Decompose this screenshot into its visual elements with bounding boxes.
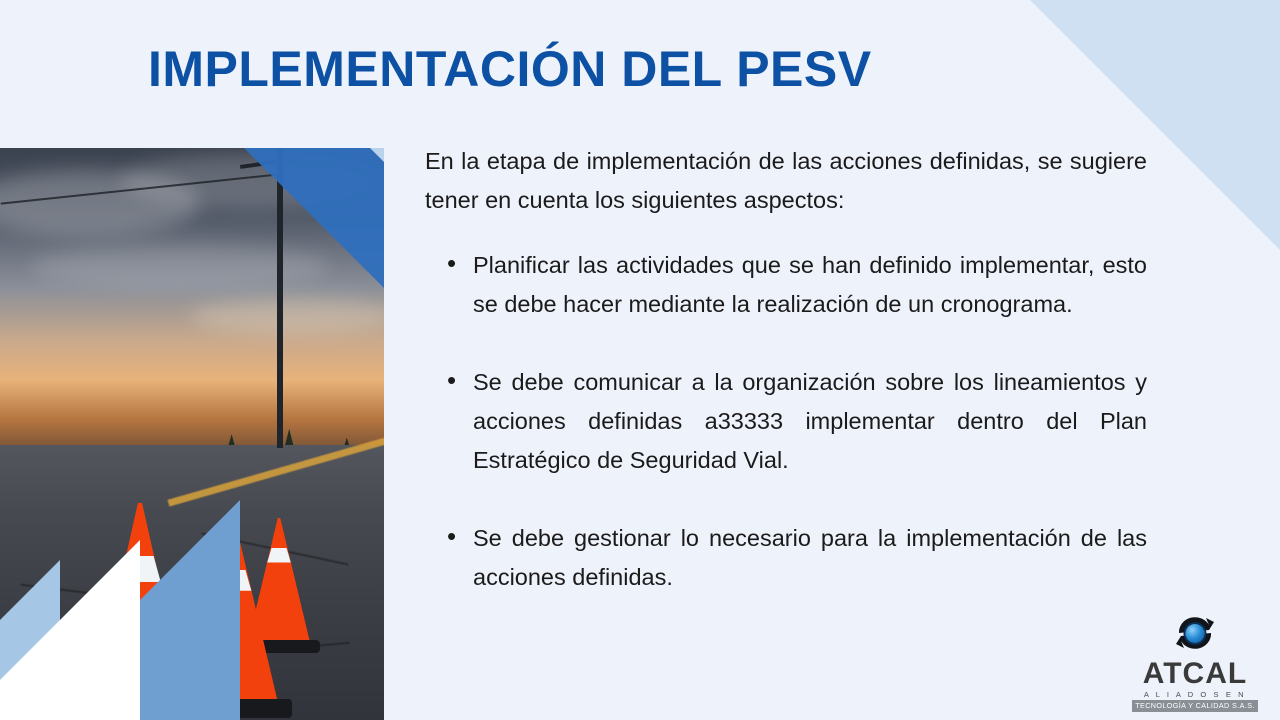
company-logo [1132, 611, 1258, 712]
image-corner-band-white [0, 540, 140, 720]
intro-paragraph: En la etapa de implementación de las acciones definidas, se sugiere tener en cuenta los siguientes aspectos: [425, 148, 1147, 213]
list-item: • Se debe comunicar a la organización sobre los lineamientos y acciones definidas a33333 implementar dentro del Plan Estratégico de Seguridad Vial. [473, 363, 1147, 480]
list-item: • Se debe gestionar lo necesario para la implementación de las acciones definidas. [473, 519, 1147, 597]
image-cone-marking: PWGSC [103, 636, 164, 661]
slide-image [0, 148, 384, 720]
list-item: • Planificar las actividades que se han definido implementar, esto se debe hacer mediante la realización de un cronograma. [473, 246, 1147, 324]
eye-icon [1186, 624, 1205, 643]
image-overlay-band-mid [334, 148, 384, 232]
logo-mark [1132, 611, 1258, 657]
decorative-diagonal-band-mid [1240, 0, 1280, 160]
bullet-list [425, 246, 1147, 597]
page-title: IMPLEMENTACIÓN DEL PESV [148, 41, 872, 97]
logo-wordmark: ATCAL [1142, 657, 1248, 690]
slide-body [425, 142, 1147, 597]
logo-tagline-2: TECNOLOGÍA Y CALIDAD S.A.S. [1132, 700, 1258, 712]
logo-tagline-1: A L I A D O S E N [1143, 690, 1247, 699]
